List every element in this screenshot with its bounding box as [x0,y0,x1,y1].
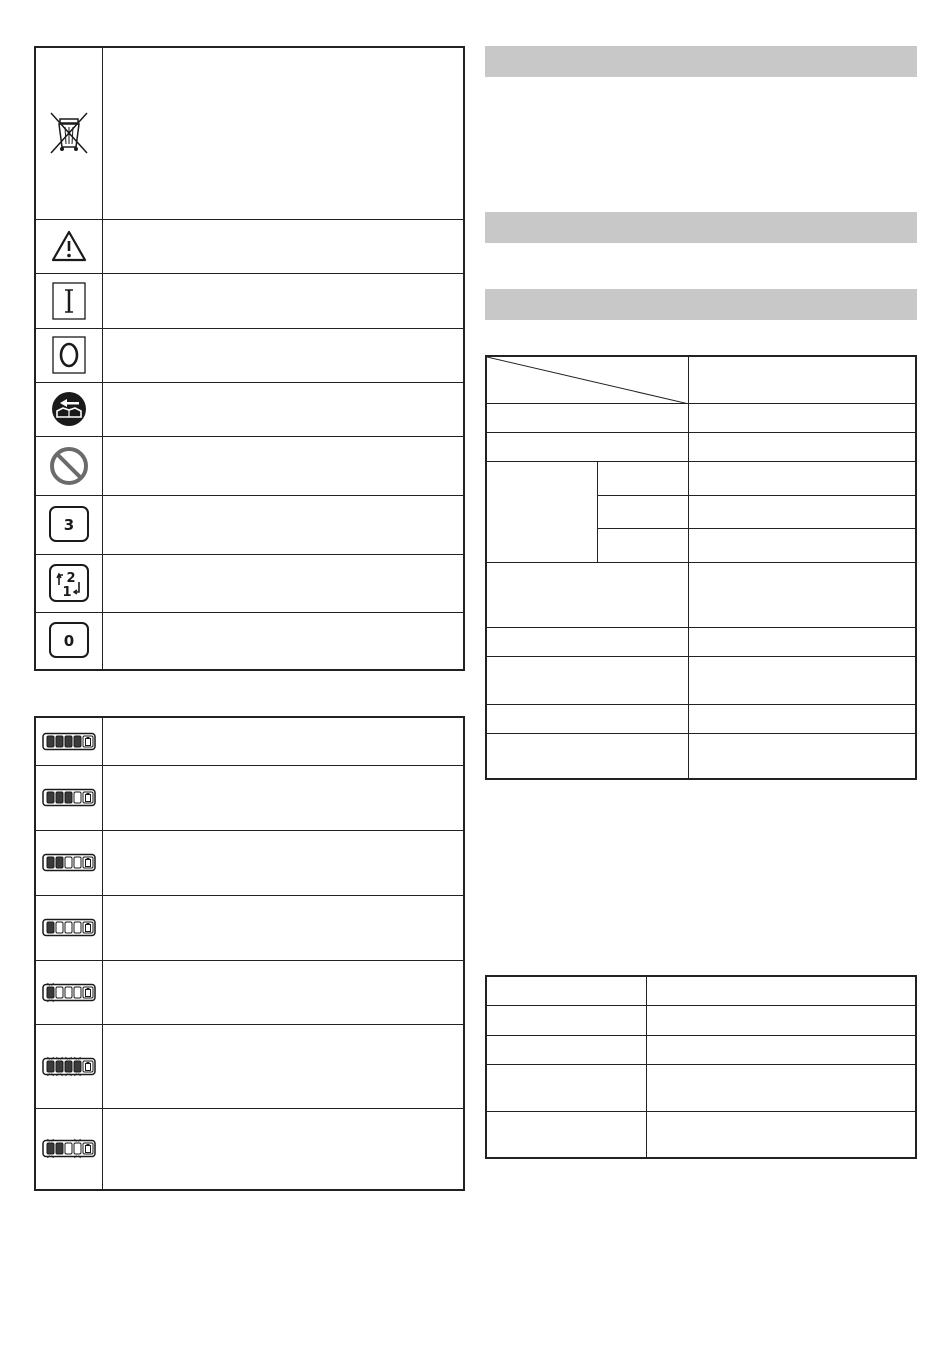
diagonal-line [487,357,689,404]
spec-value-cell [688,528,916,562]
spec-row [486,403,916,432]
spec-group-label-cell [486,461,598,562]
spec-table [485,355,917,780]
accessory-row [486,1005,916,1035]
warning-triangle-icon [51,229,87,263]
symbol-row [35,219,464,273]
accessory-row [486,976,916,1005]
battery-description-cell [103,765,465,830]
battery-icon-cell [35,895,103,960]
battery-row [35,1108,464,1190]
spec-sublabel-cell [598,495,688,528]
symbol-description-cell [103,554,465,612]
spec-value-cell [688,403,916,432]
battery-row [35,960,464,1024]
zero-button-icon [48,621,90,661]
symbol-icon-cell [35,273,103,328]
spec-header-row [486,356,916,403]
symbol-row [35,495,464,554]
spec-row [486,656,916,704]
symbol-icon-cell [35,382,103,436]
battery-row [35,895,464,960]
battery-alternating-blink-icon [40,1137,98,1160]
accessory-value-cell [646,1111,916,1158]
symbol-row [35,436,464,495]
spec-row [486,432,916,461]
battery-row [35,717,464,765]
speed-3-button-icon [48,505,90,545]
accessory-value-cell [646,1005,916,1035]
symbol-description-cell [103,47,465,219]
symbol-icon-cell [35,612,103,670]
accessory-label-cell [486,1064,646,1111]
svg-text:0: 0 [63,631,75,650]
spec-label-cell [486,627,688,656]
symbol-icon-cell [35,554,103,612]
prohibition-icon [48,445,90,487]
battery-icon-cell [35,1108,103,1190]
spec-header-cell [688,356,916,403]
accessory-value-cell [646,976,916,1005]
section-header-bar-2 [485,212,917,243]
battery-row [35,1024,464,1108]
battery-2-bars-icon [40,851,98,874]
accessory-row [486,1111,916,1158]
spec-header-diagonal-cell [486,356,688,403]
battery-all-bars-blinking-icon [40,1055,98,1078]
symbol-description-cell [103,436,465,495]
spec-label-cell [486,403,688,432]
spec-value-cell [688,562,916,627]
symbol-row [35,554,464,612]
symbol-row [35,47,464,219]
battery-icon-cell [35,717,103,765]
battery-description-cell [103,960,465,1024]
spec-label-cell [486,704,688,733]
accessory-table [485,975,917,1159]
symbol-row [35,328,464,382]
battery-description-cell [103,1108,465,1190]
battery-1-bar-blinking-icon [40,981,98,1004]
spec-value-cell [688,627,916,656]
battery-icon-cell [35,765,103,830]
accessory-value-cell [646,1035,916,1064]
spec-label-cell [486,432,688,461]
battery-description-cell [103,1024,465,1108]
spec-row [486,704,916,733]
spec-row [486,562,916,627]
symbol-description-cell [103,382,465,436]
battery-indicator-table [34,716,465,1191]
symbol-description-cell [103,273,465,328]
battery-description-cell [103,895,465,960]
read-manual-icon [51,391,87,427]
symbol-row [35,612,464,670]
accessory-label-cell [486,1005,646,1035]
accessory-label-cell [486,1035,646,1064]
symbol-description-cell [103,612,465,670]
section-header-bar-1 [485,46,917,77]
svg-text:3: 3 [63,515,75,534]
accessory-row [486,1035,916,1064]
symbol-icon-cell [35,47,103,219]
symbol-row [35,382,464,436]
section-header-bar-3 [485,289,917,320]
spec-row [486,627,916,656]
spec-row [486,461,916,495]
battery-description-cell [103,717,465,765]
symbol-icon-cell [35,495,103,554]
battery-row [35,765,464,830]
battery-1-bar-icon [40,916,98,939]
spec-label-cell [486,656,688,704]
symbol-icon-cell [35,436,103,495]
spec-value-cell [688,704,916,733]
spec-value-cell [688,733,916,779]
spec-value-cell [688,495,916,528]
battery-description-cell [103,830,465,895]
symbol-description-cell [103,219,465,273]
battery-4-bars-icon [40,730,98,753]
power-on-symbol-icon [52,282,86,320]
spec-sublabel-cell [598,461,688,495]
symbol-table [34,46,465,671]
accessory-row [486,1064,916,1111]
symbol-icon-cell [35,328,103,382]
spec-value-cell [688,432,916,461]
crossed-out-wheelie-bin-icon [47,111,91,155]
accessory-label-cell [486,976,646,1005]
spec-label-cell [486,562,688,627]
svg-text:1: 1 [62,585,72,600]
accessory-label-cell [486,1111,646,1158]
battery-icon-cell [35,830,103,895]
spec-value-cell [688,461,916,495]
symbol-description-cell [103,495,465,554]
battery-row [35,830,464,895]
spec-row [486,733,916,779]
battery-3-bars-icon [40,786,98,809]
spec-label-cell [486,733,688,779]
accessory-value-cell [646,1064,916,1111]
spec-sublabel-cell [598,528,688,562]
svg-text:2: 2 [66,571,76,586]
symbol-row [35,273,464,328]
rotation-direction-button-icon [48,563,90,603]
battery-icon-cell [35,1024,103,1108]
symbol-icon-cell [35,219,103,273]
power-off-symbol-icon [52,336,86,374]
battery-icon-cell [35,960,103,1024]
spec-value-cell [688,656,916,704]
symbol-description-cell [103,328,465,382]
